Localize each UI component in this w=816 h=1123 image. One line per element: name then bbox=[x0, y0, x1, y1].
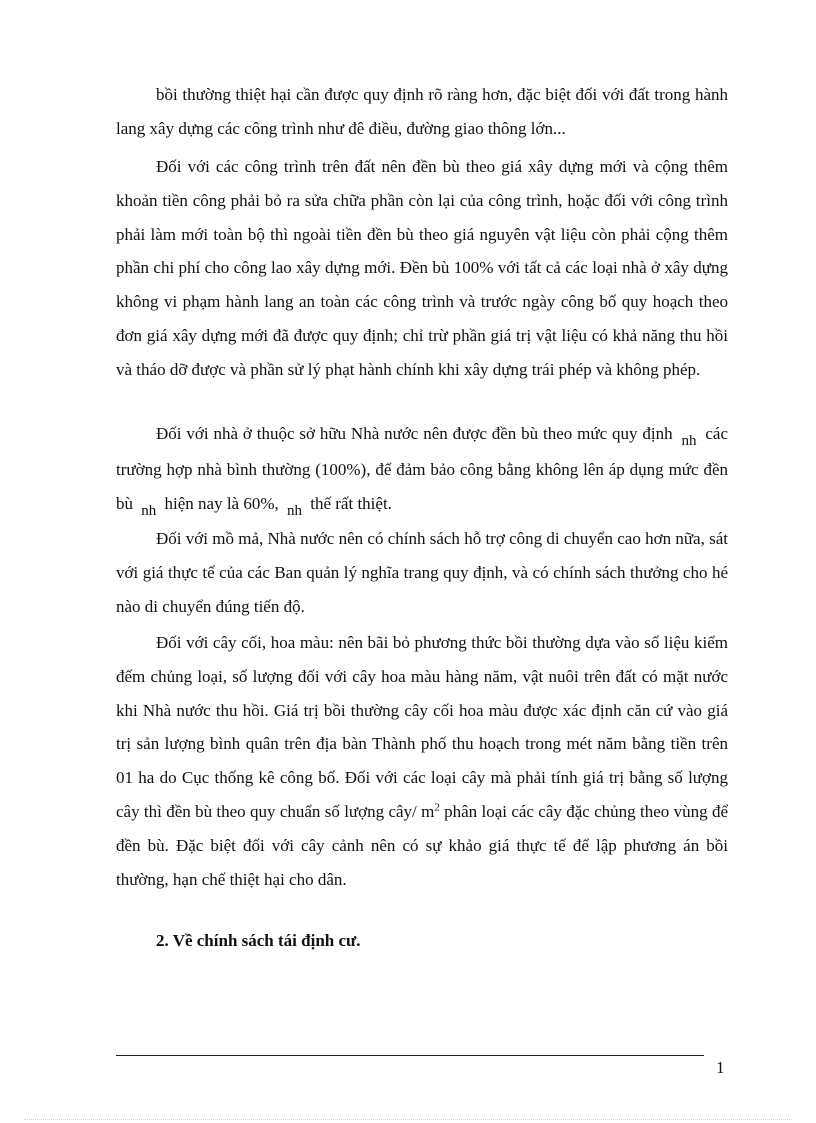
paragraph-text: hiện nay là 60%, bbox=[164, 493, 279, 513]
page-number: 1 bbox=[716, 1058, 725, 1077]
paragraph-text: Đối với nhà ở thuộc sở hữu Nhà nước nên được đền bù theo mức quy định bbox=[156, 424, 673, 443]
paragraph-state-housing bbox=[116, 417, 728, 522]
section-heading: 2. Về chính sách tái định cư. bbox=[156, 931, 361, 950]
paragraph-text: Đối với cây cối, hoa màu: nên bãi bỏ phương thức bồi thường dựa vào số liệu kiểm đếm chủng loại, số lượng đối với cây hoa màu hàng năm, vật nuôi trên đất có mặt nước khi Nhà nước thu hồi. Giá trị bồi thường cây cối hoa màu được xác định căn cứ vào giá trị sản lượng bình quân trên địa bàn Thành phố thu hoạch trong mét năm bằng tiền trên 01 ha do Cục thống kê công bố. Đối với các loại cây mà phải tính giá trị bằng số lượng cây thì đền bù theo quy chuẩn số lượng cây/ m bbox=[116, 633, 728, 821]
superscript-exponent: 2 bbox=[434, 801, 440, 814]
paragraph-crops-trees bbox=[116, 626, 728, 896]
paragraph-text: các trường hợp nhà bình thường (100%), để đảm bảo công bằng không lên áp dụng mức đền bù bbox=[116, 424, 729, 513]
paragraph-compensation-rules: bồi thường thiệt hại cần được quy định rõ ràng hơn, đặc biệt đối với đất trong hành lang xây dựng các công trình như đê điều, đường giao thông lớn... bbox=[116, 85, 728, 138]
ocr-fragment: nh bbox=[681, 433, 697, 449]
paragraph-graves-relocation: Đối với mồ mả, Nhà nước nên có chính sách hỗ trợ công di chuyển cao hơn nữa, sát với giá thực tế của các Ban quản lý nghĩa trang quy định, và có chính sách thưởng cho hé nào di chuyển đúng tiến độ. bbox=[116, 529, 728, 616]
page-edge-divider bbox=[24, 1119, 792, 1120]
paragraph-text: phân loại các cây đặc chủng theo vùng để đền bù. Đặc biệt đối với cây cảnh nên có sự khảo giá thực tế để lập phương án bồi thường, hạn chế thiệt hại cho dân. bbox=[116, 801, 728, 889]
ocr-fragment: nh bbox=[141, 502, 157, 519]
paragraph-text: thế rất thiệt. bbox=[310, 493, 392, 513]
ocr-fragment: nh bbox=[287, 502, 302, 519]
footer-divider bbox=[116, 1055, 704, 1056]
paragraph-construction-compensation: Đối với các công trình trên đất nên đền bù theo giá xây dựng mới và cộng thêm khoản tiền công phải bỏ ra sửa chữa phần còn lại của công trình, hoặc đối với công trình phải làm mới toàn bộ thì ngoài tiền đền bù theo giá nguyên vật liệu còn phải cộng thêm phần chi phí cho công lao xây dựng mới. Đền bù 100% với tất cả các loại nhà ở xây dựng không vi phạm hành lang an toàn các công trình và trước ngày công bố quy hoạch theo đơn giá xây dựng mới đã được quy định; chỉ trừ phần giá trị vật liệu có khả năng thu hồi và tháo dỡ được và phần sử lý phạt hành chính khi xây dựng trái phép và không phép. bbox=[116, 157, 728, 379]
